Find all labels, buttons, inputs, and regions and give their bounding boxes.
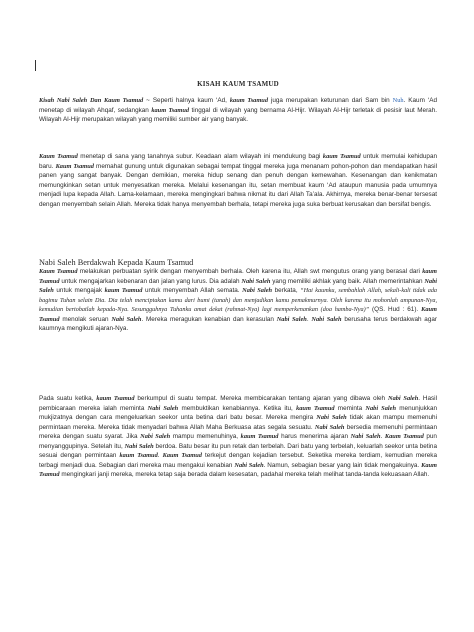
text: mampu memenuhinya,	[170, 433, 241, 441]
text: tidak akan mampu memenuhi permintaan mereka. Mereka tidak menyadari bahwa Allah Maha Berkuasa atas segala sesuatu.	[39, 414, 437, 431]
keyword: Nabi Saleh	[350, 433, 381, 441]
text: melakukan perbuatan syirik dengan menyembah berhala. Oleh karena itu, Allah swt mengutus orang yang berasal dari	[77, 268, 423, 275]
text-cursor	[35, 60, 36, 71]
keyword: Kaum Tsamud	[39, 268, 78, 275]
lead-phrase: Kisah Nabi Saleh Dan Kaum Tsamud	[39, 97, 144, 104]
keyword: kaum Tsamud	[229, 97, 268, 104]
text: memahat gunung untuk digunakan sebagai tempat tinggal mereka juga menanam pohon-pohon dan mendapatkan hasil panen yang sangat banyak. Dengan demikian, mereka hidup senang dan penuh dengan kemewahan. Kesenangan dan kenikmatan memungkinkan setan untuk menyesatkan mereka. Melalui kesenangan itu, setan membuat kaum ‘Ad ataupun manusia pada umumnya menjadi lupa kepada Allah. Lama-kelamaan, mereka mengingkari bahwa nikmat itu dari Allah Ta’ala. Akhirnya, mereka benar-benar tersesat dengan menyembah selain Allah. Mereka tidak hanya menyembah berhala, tetapi mereka juga suka berbuat kerusakan dan bersifat bengis.	[39, 162, 437, 208]
keyword: kaum Tsamud	[96, 395, 135, 402]
quote: “Hai kaumku, sembahlah Allah, sekali-kali tidak ada bagimu Tuhan selain Dia. Dia telah menciptakan kamu dari bumi (tanah) dan menjadikan kamu pemakmurnya. Oleh karena itu mohonlah ampunan-Nya, kemudian bertobatlah kepada-Nya. Sesungguhnya Tuhanku amat dekat (rahmat-Nya) lagi memperkenankan (doa hamba-Nya)”	[39, 287, 438, 314]
text: menolak seruan	[59, 315, 112, 323]
nuh-link[interactable]: Nuh	[392, 97, 404, 104]
keyword: Nabi Saleh	[39, 277, 438, 295]
paragraph-intro	[39, 96, 437, 125]
text: (QS. Hud : 61).	[369, 306, 422, 314]
text: Pada suatu ketika,	[39, 395, 97, 402]
keyword: Nabi Saleh	[242, 287, 273, 295]
text: berkumpul di suatu tempat. Mereka membicarakan tentang ajaran yang dibawa oleh	[134, 395, 388, 402]
text: berkata,	[272, 287, 301, 295]
keyword: Kaum Tsamud	[39, 461, 437, 479]
text: juga merupakan keturunan dari Sam bin	[268, 97, 393, 104]
paragraph-4	[39, 394, 437, 480]
text: bersedia memenuhi permintaan mereka dengan suatu syarat. Jika	[39, 423, 437, 441]
paragraph-2	[39, 152, 437, 209]
text: berusaha terus berdakwah agar kaumnya mengikuti ajaran-Nya.	[39, 315, 437, 333]
text: harus menerima ajaran	[278, 433, 351, 441]
text: tinggal di wilayah yang bernama Al-Hijr. Wilayah Al-Hijr terletak di pesisir laut Merah. Wilayah Al-Hijr merupakan wilayah yang memiliki sumber air yang banyak.	[39, 106, 437, 124]
keyword: Nabi Saleh	[388, 395, 419, 402]
keyword: Nabi Saleh	[314, 423, 345, 431]
text: . Mereka meragukan kenabian dan kerasulan	[141, 315, 277, 323]
text: untuk mengajarkan kebenaran dan jalan yang lurus. Dia adalah	[59, 277, 242, 285]
document-title: KISAH KAUM TSAMUD	[197, 80, 279, 88]
keyword: Kaum Tsamud	[39, 306, 437, 323]
keyword: Kaum Tsamud	[162, 452, 202, 460]
keyword: kaum Tsamud	[151, 106, 190, 114]
keyword: kaum Tsamud	[104, 287, 143, 295]
keyword: Nabi Saleh	[111, 315, 142, 323]
text: untuk menyembah Allah semata.	[142, 287, 243, 295]
keyword: Nabi Saleh	[234, 461, 264, 469]
text: .	[157, 452, 163, 460]
text: terkejut dengan kejadian tersebut. Seketika mereka terdiam, kemudian mereka terbagi menjadi dua. Sebagian dari mereka mau mengakui kenabian	[39, 452, 437, 469]
keyword: Nabi Saleh	[241, 277, 271, 285]
keyword: Nabi Saleh	[140, 433, 171, 441]
text: untuk memulai kehidupan baru.	[39, 153, 437, 170]
keyword: Nabi Saleh	[147, 404, 179, 412]
text: ~ Seperti halnya kaum ‘Ad,	[143, 97, 230, 104]
text: berdoa. Batu besar itu pun retak dan terbelah. Dari batu yang terbelah, keluarlah seekor unta betina sesuai dengan permintaan	[39, 442, 437, 460]
text: . Hasil pembicaraan mereka ialah meminta	[39, 395, 438, 412]
text: .	[380, 433, 385, 441]
keyword: kaum Tsamud	[240, 433, 279, 441]
text: . Kaum ‘Ad menetap di wilayah Ahqaf, sedangkan	[39, 97, 437, 114]
keyword: kaum Tsamud	[39, 268, 437, 285]
text: .	[306, 315, 312, 323]
keyword: kaum Tsamud	[322, 153, 361, 160]
section-heading: Nabi Saleh Berdakwah Kepada Kaum Tsamud	[39, 258, 194, 267]
keyword: Kaum Tsamud	[39, 153, 78, 160]
keyword: Nabi Saleh	[276, 315, 307, 323]
keyword: Nabi Saleh	[124, 442, 154, 450]
keyword: Kaum Tsamud	[384, 433, 424, 441]
keyword: Nabi Saleh	[365, 404, 396, 412]
text: yang memiliki akhlak yang baik. Allah memerintahkan	[270, 277, 425, 285]
text: menunjukkan mukjizatnya dengan cara mengeluarkan seekor unta betina dari batu besar. Mereka mengira	[39, 404, 437, 422]
keyword: Kaum Tsamud	[55, 162, 94, 170]
keyword: Nabi Saleh	[316, 414, 347, 422]
text: pun menyanggupinya. Setelah itu,	[39, 433, 437, 450]
text: mengingkari janji mereka, mereka tetap saja berada dalam kesesatan, padahal mereka telah melihat tanda-tanda kekuasaan Allah.	[59, 471, 430, 479]
paragraph-3	[39, 267, 437, 334]
text: meminta	[334, 404, 366, 412]
text: menetap di sana yang tanahnya subur. Keadaan alam wilayah ini mendukung bagi	[77, 153, 323, 160]
text: . Namun, sebagian besar yang lain tidak mengakuinya.	[263, 461, 422, 469]
keyword: kaum Tsamud	[296, 404, 335, 412]
keyword: kaum Tsamud	[119, 452, 158, 460]
text: untuk mengajak	[53, 287, 105, 295]
text: membuktikan kenabiannya. Ketika itu,	[178, 404, 297, 412]
keyword: Nabi Saleh	[311, 315, 342, 323]
